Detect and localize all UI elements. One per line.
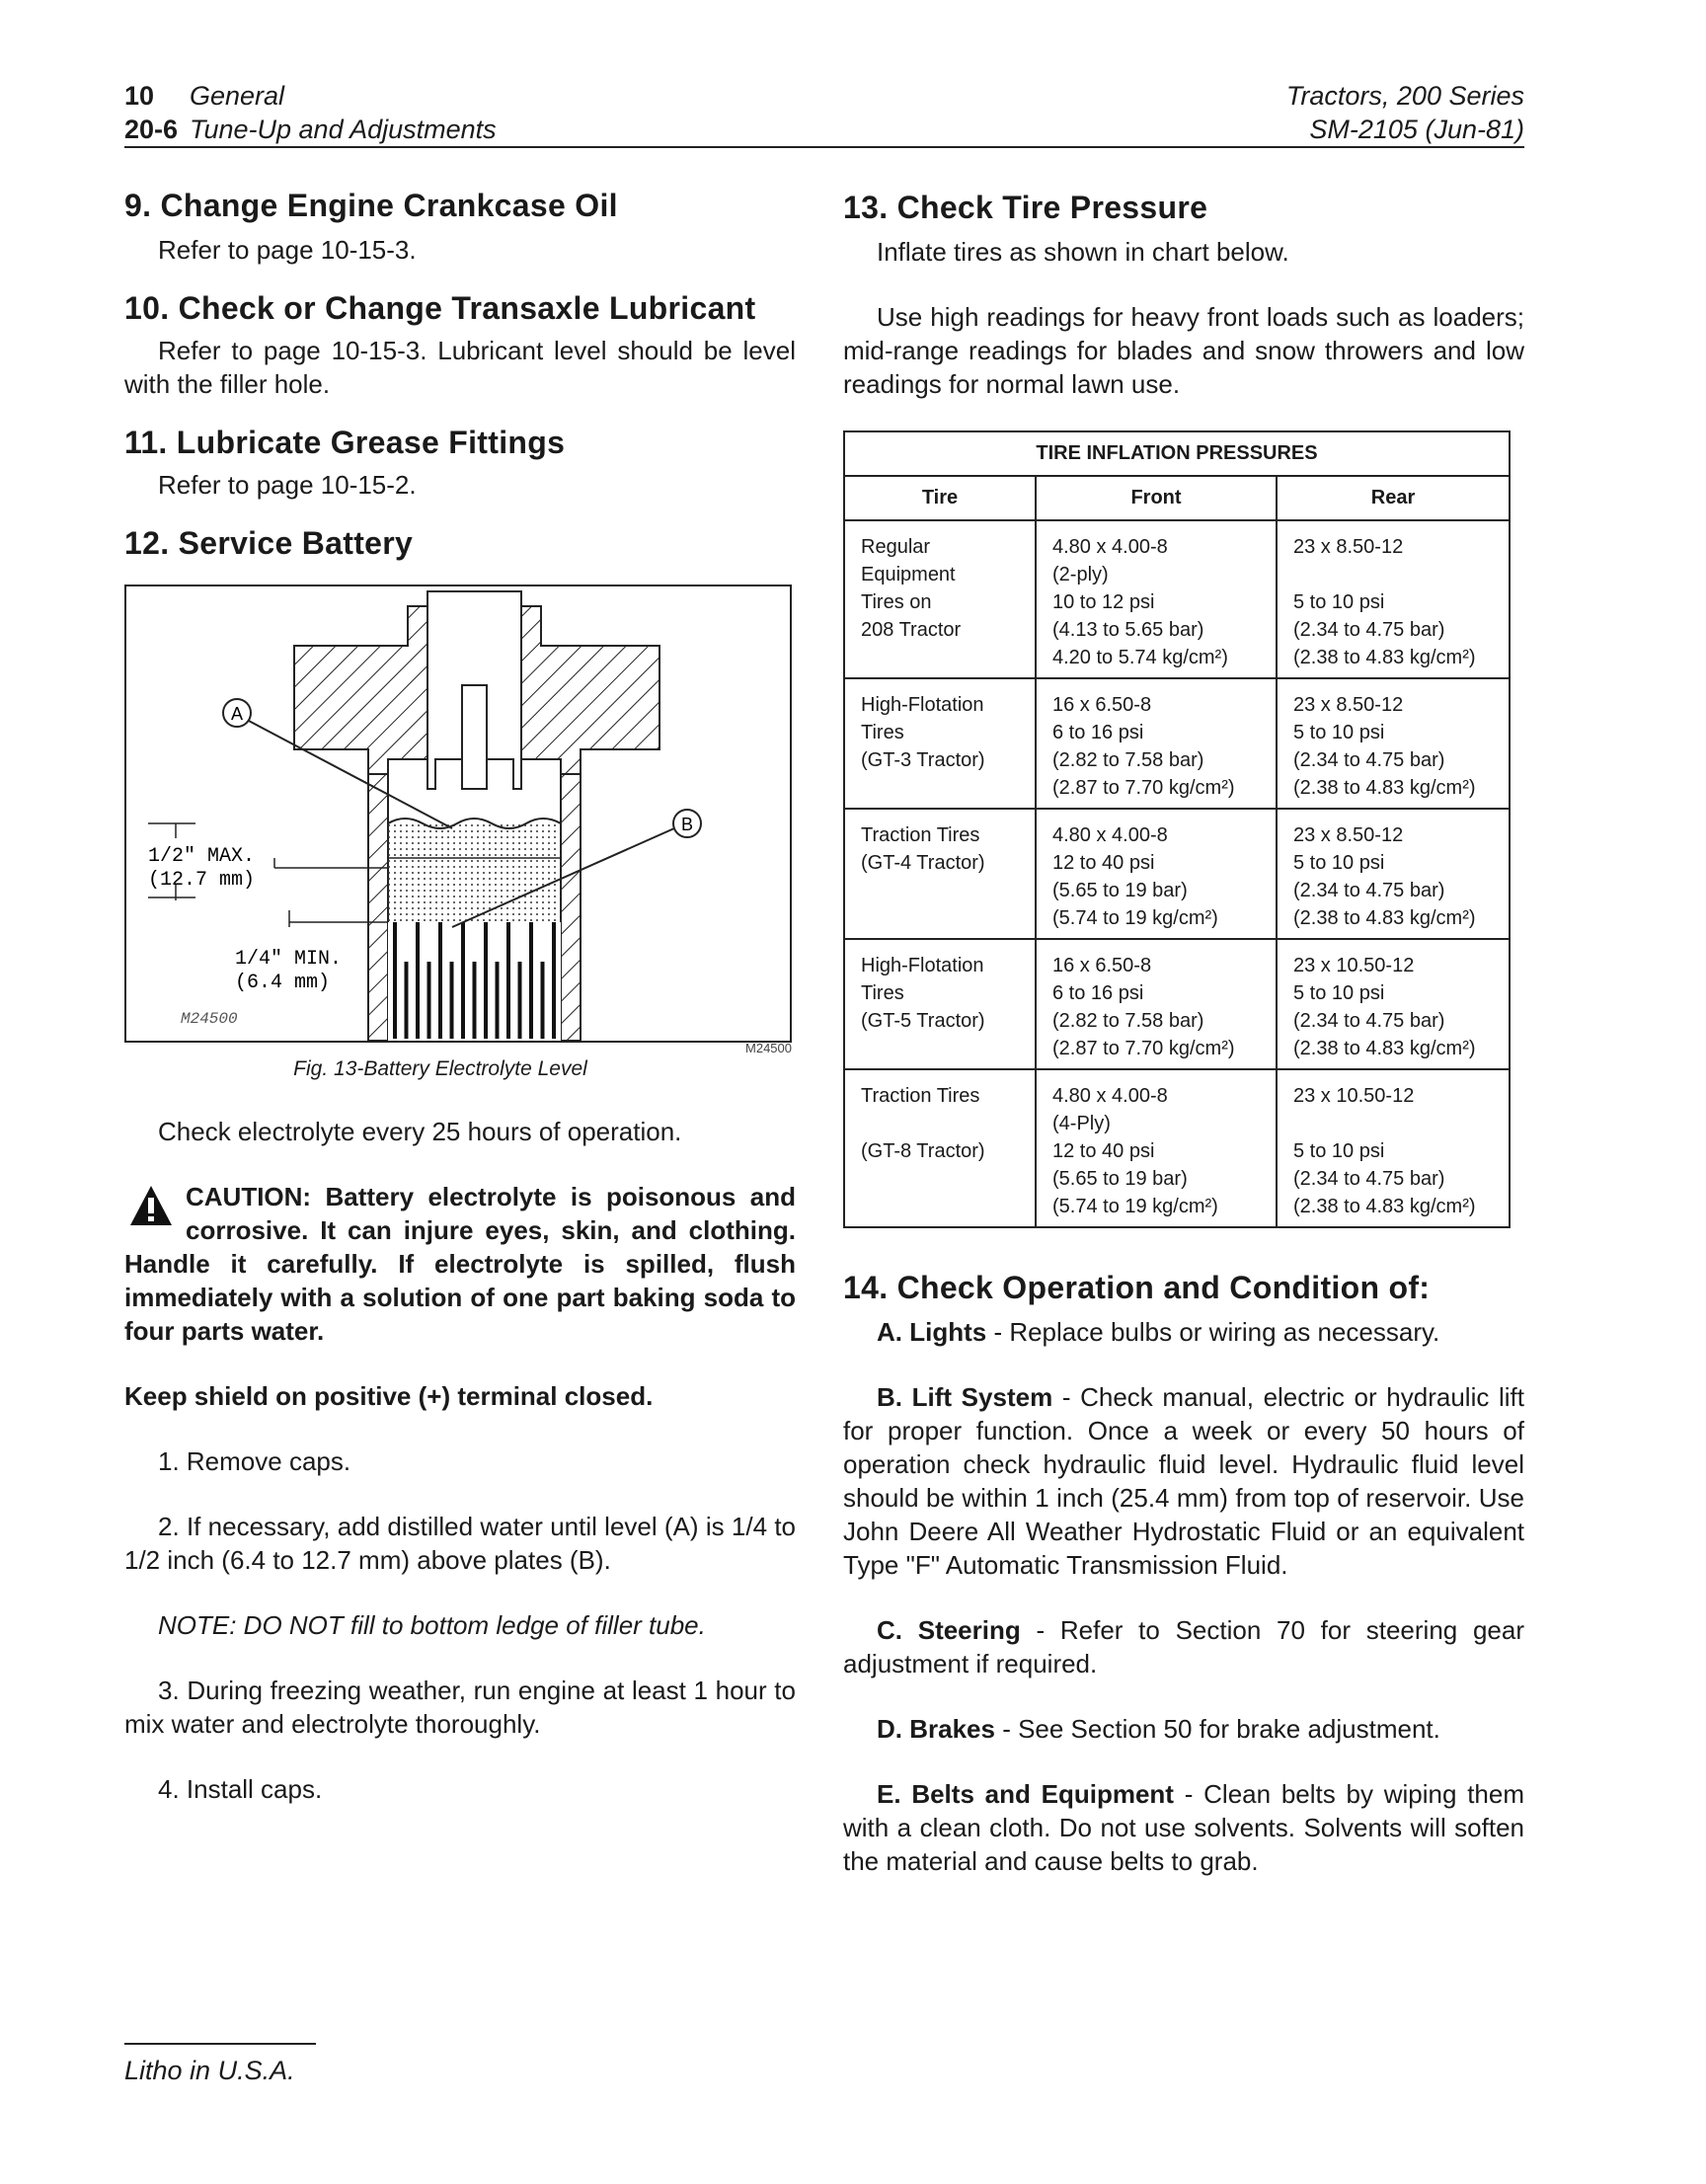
cell-tire (844, 939, 1036, 1069)
rear-line: (2.38 to 4.83 kg/cm²) (1293, 1038, 1476, 1059)
header-right (1286, 79, 1524, 146)
section-13-body-1: Inflate tires as shown in chart below. (877, 237, 1289, 267)
cell-front (1036, 1069, 1277, 1227)
cell-tire (844, 520, 1036, 678)
check-electrolyte-text: Check electrolyte every 25 hours of operation. (158, 1117, 682, 1146)
section-10-body: Refer to page 10-15-3. Lubricant level should be level with the filler hole. (124, 336, 796, 399)
front-line: (4.13 to 5.65 bar) (1052, 619, 1204, 641)
caution-block (124, 1180, 796, 1348)
step-1: 1. Remove caps. (158, 1446, 351, 1476)
front-line: (5.74 to 19 kg/cm²) (1052, 1196, 1218, 1217)
rear-line: 5 to 10 psi (1293, 722, 1385, 743)
front-line: (5.65 to 19 bar) (1052, 1168, 1188, 1190)
table-row (844, 939, 1510, 1069)
right-column (843, 176, 1524, 1878)
tire-line: High-Flotation (861, 694, 984, 716)
rear-line: (2.34 to 4.75 bar) (1293, 1010, 1445, 1032)
battery-figure (124, 585, 792, 1043)
col-header-tire: Tire (844, 476, 1036, 520)
cell-rear (1277, 809, 1510, 939)
section-11-body: Refer to page 10-15-2. (158, 470, 417, 500)
table-row (844, 809, 1510, 939)
item-b-lift-system: B. Lift System - Check manual, electric or hydraulic lift for proper function. Once a week or every 50 hours of operation check hydraulic fluid level. Hydraulic fluid level should be within 1 inch (25.4 mm) from top of reservoir. Use John Deere All Weather Hydrostatic Fluid or an equivalent Type "F" Automatic Transmission Fluid. (843, 1382, 1524, 1580)
rear-line: 5 to 10 psi (1293, 852, 1385, 874)
min-label-mm: (6.4 mm) (235, 972, 331, 994)
section-9-title: 9. Change Engine Crankcase Oil (124, 188, 618, 223)
front-line: 4.20 to 5.74 kg/cm²) (1052, 647, 1228, 668)
front-line: 4.80 x 4.00-8 (1052, 536, 1168, 558)
section-14-title: 14. Check Operation and Condition of: (843, 1270, 1431, 1305)
footer-litho: Litho in U.S.A. (124, 2056, 295, 2085)
figure-caption: Fig. 13-Battery Electrolyte Level (293, 1057, 587, 1080)
rear-line: 23 x 8.50-12 (1293, 824, 1404, 846)
tire-line: Traction Tires (861, 824, 980, 846)
step-4: 4. Install caps. (158, 1774, 323, 1804)
header-left (124, 79, 497, 146)
table-body (844, 520, 1510, 1227)
header-rule (124, 146, 1524, 148)
cell-rear (1277, 520, 1510, 678)
item-e-belts: E. Belts and Equipment - Clean belts by wiping them with a clean cloth. Do not use solvents. Solvents will soften the material and cause belts to grab. (843, 1779, 1524, 1876)
item-c-steering: C. Steering - Refer to Section 70 for steering gear adjustment if required. (843, 1615, 1525, 1678)
tire-line: 208 Tractor (861, 619, 962, 641)
caution-text: CAUTION: Battery electrolyte is poisonous and corrosive. It can injure eyes, skin, and clothing. Handle it carefully. If electrolyte is spilled, flush immediately with a solution of one part baking soda to four parts water. (124, 1182, 796, 1346)
front-line: 6 to 16 psi (1052, 982, 1144, 1004)
section-11-title: 11. Lubricate Grease Fittings (124, 425, 566, 460)
tire-line: Tires (861, 722, 904, 743)
tire-line: Tires (861, 982, 904, 1004)
front-line: (2.87 to 7.70 kg/cm²) (1052, 1038, 1235, 1059)
rear-line: (2.38 to 4.83 kg/cm²) (1293, 907, 1476, 929)
tire-line: Equipment (861, 564, 956, 585)
rear-line: 5 to 10 psi (1293, 591, 1385, 613)
front-line: 6 to 16 psi (1052, 722, 1144, 743)
section-12-title: 12. Service Battery (124, 525, 414, 561)
col-header-rear: Rear (1277, 476, 1510, 520)
tire-line: High-Flotation (861, 955, 984, 976)
front-line: (4-Ply) (1052, 1113, 1111, 1134)
rear-line (1293, 561, 1501, 588)
max-label: 1/2" MAX. (148, 845, 256, 868)
front-line: (2.82 to 7.58 bar) (1052, 1010, 1204, 1032)
rear-line: (2.38 to 4.83 kg/cm²) (1293, 647, 1476, 668)
cell-front (1036, 678, 1277, 809)
cell-tire (844, 1069, 1036, 1227)
cell-front (1036, 809, 1277, 939)
case-wall-right (561, 774, 581, 1041)
rear-line: (2.34 to 4.75 bar) (1293, 749, 1445, 771)
front-line: (2.82 to 7.58 bar) (1052, 749, 1204, 771)
tire-line: (GT-5 Tractor) (861, 1010, 985, 1032)
item-d-brakes: D. Brakes - See Section 50 for brake adjustment. (877, 1714, 1440, 1744)
tire-line: (GT-3 Tractor) (861, 749, 985, 771)
header-line-2: 20-6 Tune-Up and Adjustments (124, 115, 497, 144)
front-line: 16 x 6.50-8 (1052, 955, 1152, 976)
tire-line: Traction Tires (861, 1085, 980, 1107)
cell-rear (1277, 939, 1510, 1069)
min-label: 1/4" MIN. (235, 948, 343, 971)
step-2: 2. If necessary, add distilled water until level (A) is 1/4 to 1/2 inch (6.4 to 12.7 mm) above plates (B). (124, 1512, 796, 1575)
cell-tire (844, 809, 1036, 939)
table-row (844, 520, 1510, 678)
front-line: 4.80 x 4.00-8 (1052, 1085, 1168, 1107)
rear-line: (2.34 to 4.75 bar) (1293, 880, 1445, 901)
battery-diagram (126, 586, 790, 1041)
rear-line: 23 x 10.50-12 (1293, 955, 1415, 976)
item-a-lights: A. Lights - Replace bulbs or wiring as necessary. (877, 1317, 1440, 1347)
section-9-body: Refer to page 10-15-3. (158, 235, 417, 265)
front-line: (5.74 to 19 kg/cm²) (1052, 907, 1218, 929)
vent-plug (462, 685, 487, 789)
max-label-mm: (12.7 mm) (148, 869, 256, 892)
rear-line: (2.34 to 4.75 bar) (1293, 619, 1445, 641)
tire-line: (GT-8 Tractor) (861, 1140, 985, 1162)
note-text: NOTE: DO NOT fill to bottom ledge of filler tube. (158, 1610, 706, 1640)
rear-line: (2.38 to 4.83 kg/cm²) (1293, 1196, 1476, 1217)
cell-tire (844, 678, 1036, 809)
tire-inflation-table (843, 430, 1511, 1228)
tire-line: (GT-4 Tractor) (861, 852, 985, 874)
manual-title: Tractors, 200 Series (1285, 81, 1524, 111)
front-line: (2-ply) (1052, 564, 1109, 585)
rear-line: (2.38 to 4.83 kg/cm²) (1293, 777, 1476, 799)
cell-rear (1277, 678, 1510, 809)
rear-line: 23 x 10.50-12 (1293, 1085, 1415, 1107)
section-10-title: 10. Check or Change Transaxle Lubricant (124, 290, 756, 326)
table-title: TIRE INFLATION PRESSURES (844, 431, 1510, 476)
footer-rule (124, 2043, 316, 2045)
step-3: 3. During freezing weather, run engine at least 1 hour to mix water and electrolyte thoroughly. (124, 1676, 796, 1739)
rear-line: 5 to 10 psi (1293, 1140, 1385, 1162)
front-line: 12 to 40 psi (1052, 1140, 1155, 1162)
tire-line (861, 1110, 1027, 1137)
table-header-row (844, 476, 1510, 520)
cell-front (1036, 939, 1277, 1069)
section-13-title: 13. Check Tire Pressure (843, 190, 1208, 225)
rear-line (1293, 1110, 1501, 1137)
col-header-front: Front (1036, 476, 1277, 520)
tire-line: Tires on (861, 591, 932, 613)
svg-text:A: A (230, 704, 244, 724)
shield-instruction: Keep shield on positive (+) terminal closed. (124, 1381, 654, 1411)
front-line: (2.87 to 7.70 kg/cm²) (1052, 777, 1235, 799)
manual-code: SM-2105 (Jun-81) (1309, 115, 1524, 144)
table-title-row (844, 431, 1510, 476)
front-line: (5.65 to 19 bar) (1052, 880, 1188, 901)
table-row (844, 678, 1510, 809)
cell-front (1036, 520, 1277, 678)
rear-line: 23 x 8.50-12 (1293, 694, 1404, 716)
figure-code: M24500 (745, 1041, 792, 1055)
tire-line: Regular (861, 536, 931, 558)
svg-text:B: B (680, 815, 694, 834)
header-line-1: 10 General (124, 81, 285, 111)
front-line: 4.80 x 4.00-8 (1052, 824, 1168, 846)
section-13-body-2: Use high readings for heavy front loads such as loaders; mid-range readings for blades and snow throwers and low readings for normal lawn use. (843, 302, 1524, 399)
figure-inner-code: M24500 (181, 1010, 238, 1028)
table-row (844, 1069, 1510, 1227)
rear-line: (2.34 to 4.75 bar) (1293, 1168, 1445, 1190)
left-column (124, 176, 796, 1806)
front-line: 16 x 6.50-8 (1052, 694, 1152, 716)
case-wall-left (368, 774, 388, 1041)
cell-rear (1277, 1069, 1510, 1227)
front-line: 10 to 12 psi (1052, 591, 1155, 613)
rear-line: 23 x 8.50-12 (1293, 536, 1404, 558)
warning-icon (128, 1184, 174, 1227)
rear-line: 5 to 10 psi (1293, 982, 1385, 1004)
front-line: 12 to 40 psi (1052, 852, 1155, 874)
